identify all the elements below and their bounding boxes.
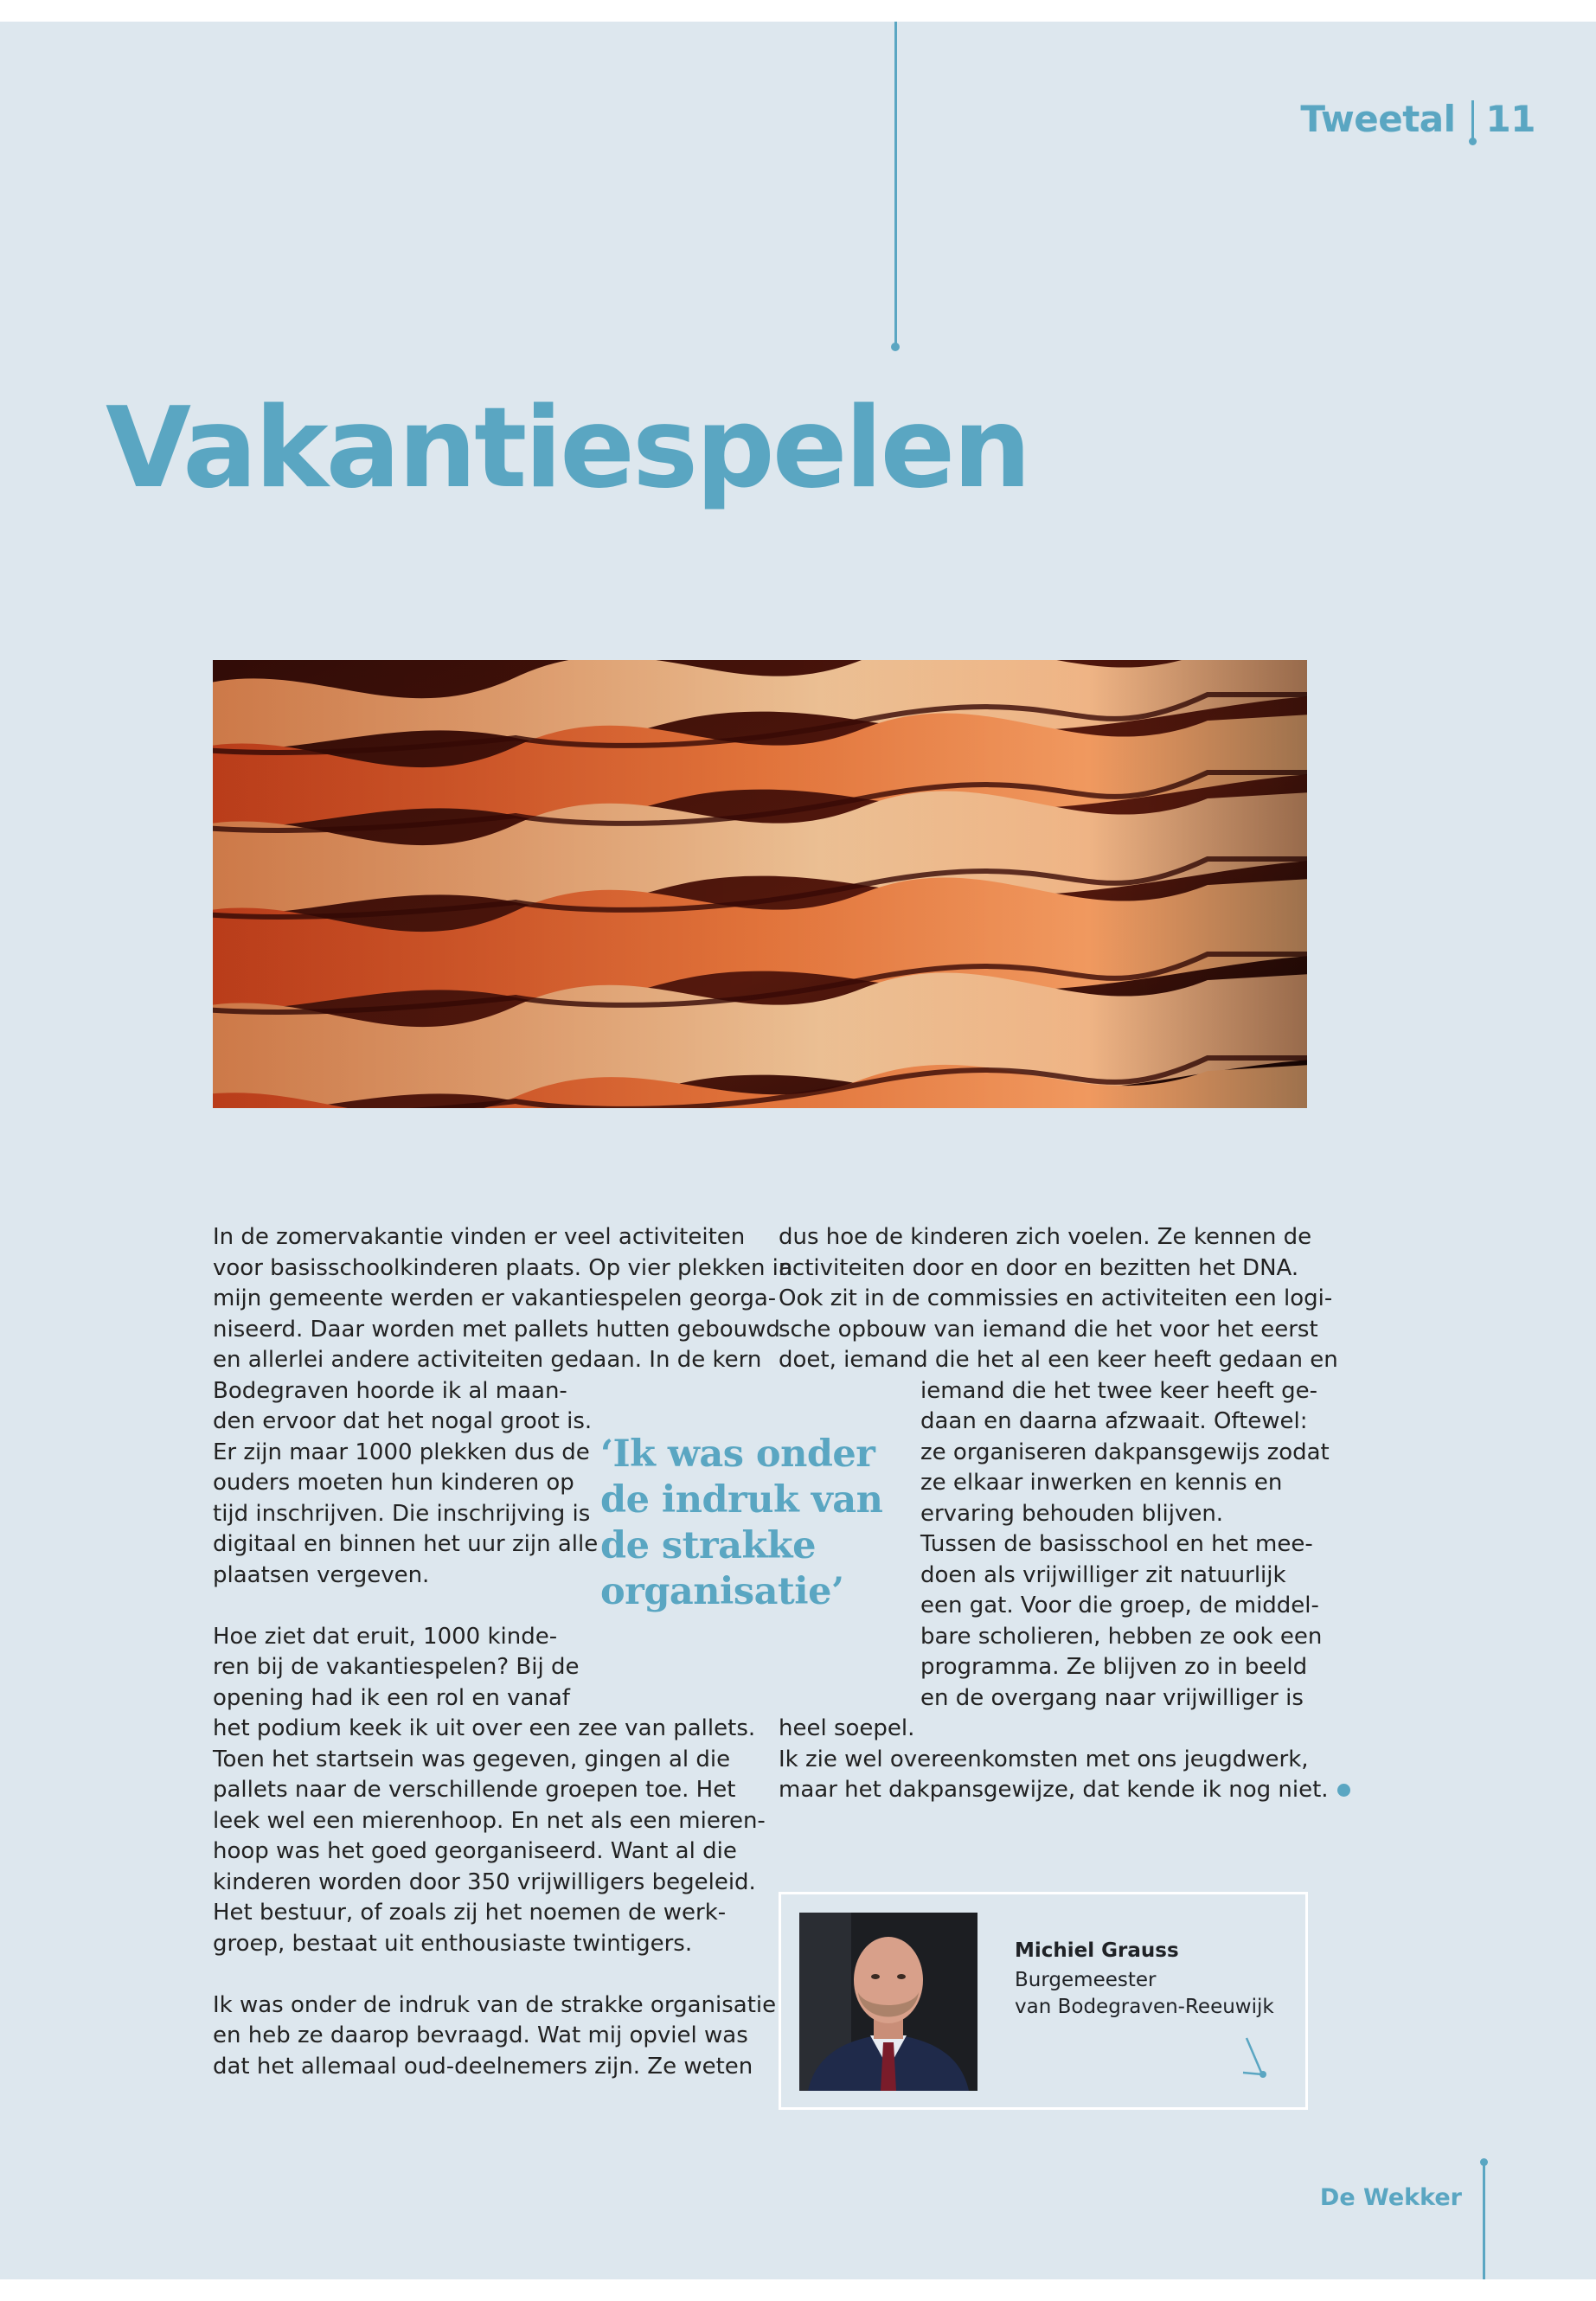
text-line: iemand die het twee keer heeft ge- xyxy=(920,1377,1317,1404)
top-rule-dot xyxy=(891,343,900,351)
text-line: niseerd. Daar worden met pallets hutten gebouwd xyxy=(213,1316,780,1343)
text-line: opening had ik een rol en vanaf xyxy=(213,1684,570,1711)
page-number: 11 xyxy=(1485,98,1535,140)
text-line: en heb ze daarop bevraagd. Wat mij opviel was xyxy=(213,2022,748,2048)
text-line: Bodegraven hoorde ik al maan- xyxy=(213,1377,567,1404)
article-column-1 xyxy=(213,1222,792,2082)
top-vertical-rule xyxy=(894,22,897,346)
text-line: dat het allemaal oud-deelnemers zijn. Ze weten xyxy=(213,2053,753,2080)
text-line: Hoe ziet dat eruit, 1000 kinde- xyxy=(213,1623,558,1650)
text-line: doen als vrijwilliger zit natuurlijk xyxy=(920,1561,1286,1588)
text-line: voor basisschoolkinderen plaats. Op vier plekken in xyxy=(213,1254,793,1281)
text-line xyxy=(213,1959,792,1990)
text-line: activiteiten door en door en bezitten het DNA. xyxy=(779,1254,1299,1281)
author-photo xyxy=(799,1913,977,2091)
author-role-line: van Bodegraven-Reeuwijk xyxy=(1015,1996,1274,2018)
text-line: den ervoor dat het nogal groot is. xyxy=(213,1408,593,1434)
magazine-page xyxy=(0,22,1596,2279)
text-line: een gat. Voor die groep, de middel- xyxy=(920,1593,1319,1618)
text-line: pallets naar de verschillende groepen toe. Het xyxy=(213,1777,736,1803)
text-line-content: maar het dakpansgewijze, dat kende ik nog niet. xyxy=(779,1777,1329,1803)
text-line: ren bij de vakantiespelen? Bij de xyxy=(213,1654,580,1680)
text-line: kinderen worden door 350 vrijwilligers begeleid. xyxy=(213,1868,756,1895)
pull-quote-line: ‘Ik was onder xyxy=(600,1433,875,1476)
text-line: Het bestuur, of zoals zij het noemen de werk- xyxy=(213,1900,727,1926)
pull-quote-line: de indruk van xyxy=(600,1478,883,1522)
text-line: ervaring behouden blijven. xyxy=(920,1500,1224,1527)
text-line xyxy=(779,1775,1350,1806)
text-line: Tussen de basisschool en het mee- xyxy=(920,1531,1313,1557)
pull-quote-line: de strakke xyxy=(600,1524,816,1567)
text-line: en de overgang naar vrijwilliger is xyxy=(920,1684,1304,1711)
text-line: Toen het startsein was gegeven, gingen al die xyxy=(213,1746,731,1772)
text-line: bare scholieren, hebben ze ook een xyxy=(920,1623,1323,1650)
author-role xyxy=(1015,1967,1274,2021)
text-line: tijd inschrijven. Die inschrijving is xyxy=(213,1500,591,1527)
text-line: Ik zie wel overeenkomsten met ons jeugdwerk, xyxy=(779,1746,1309,1772)
text-line: leek wel een mierenhoop. En net als een mieren- xyxy=(213,1807,766,1834)
text-line: digitaal en binnen het uur zijn alle xyxy=(213,1531,599,1557)
roof-tiles-illustration xyxy=(213,660,1307,1108)
author-box-decoration xyxy=(1240,2033,1274,2085)
section-name: Tweetal xyxy=(1300,98,1456,140)
text-line: plaatsen vergeven. xyxy=(213,1561,430,1588)
text-line: Ik was onder de indruk van de strakke organisatie xyxy=(213,1991,777,2018)
text-line: ze elkaar inwerken en kennis en xyxy=(920,1470,1283,1496)
text-line: groep, bestaat uit enthousiaste twintigers. xyxy=(213,1930,693,1957)
text-line: sche opbouw van iemand die het voor het eerst xyxy=(779,1316,1318,1343)
text-line: mijn gemeente werden er vakantiespelen georga- xyxy=(213,1285,777,1311)
roof-tiles-photo xyxy=(213,660,1307,1108)
article-column-2 xyxy=(779,1222,1350,1806)
author-box xyxy=(779,1892,1308,2110)
text-line: dus hoe de kinderen zich voelen. Ze kennen de xyxy=(779,1224,1312,1250)
author-role-line: Burgemeester xyxy=(1015,1969,1157,1991)
text-line: ze organiseren dakpansgewijs zodat xyxy=(920,1439,1330,1465)
text-line: heel soepel. xyxy=(779,1715,915,1741)
end-of-article-dot xyxy=(1337,1784,1350,1797)
header-separator xyxy=(1471,100,1474,138)
text-line: Ook zit in de commissies en activiteiten een logi- xyxy=(779,1285,1333,1311)
author-portrait xyxy=(799,1913,977,2091)
text-line: en allerlei andere activiteiten gedaan. In de kern xyxy=(213,1347,762,1373)
text-line: het podium keek ik uit over een zee van pallets. xyxy=(213,1715,756,1741)
bottom-vertical-rule xyxy=(1483,2163,1485,2279)
page-header xyxy=(1300,98,1535,140)
text-line: daan en daarna afzwaait. Oftewel: xyxy=(920,1408,1308,1434)
text-line: doet, iemand die het al een keer heeft gedaan en xyxy=(779,1347,1338,1373)
text-line: ouders moeten hun kinderen op xyxy=(213,1470,574,1496)
text-line: programma. Ze blijven zo in beeld xyxy=(920,1654,1308,1680)
text-line: In de zomervakantie vinden er veel activiteiten xyxy=(213,1224,746,1250)
text-line: hoop was het goed georganiseerd. Want al die xyxy=(213,1838,737,1864)
pull-quote-line: organisatie’ xyxy=(600,1570,844,1613)
article-title: Vakantiespelen xyxy=(106,384,1029,513)
author-name: Michiel Grauss xyxy=(1015,1939,1179,1962)
publication-name: De Wekker xyxy=(1319,2184,1462,2211)
text-line: Er zijn maar 1000 plekken dus de xyxy=(213,1439,590,1465)
